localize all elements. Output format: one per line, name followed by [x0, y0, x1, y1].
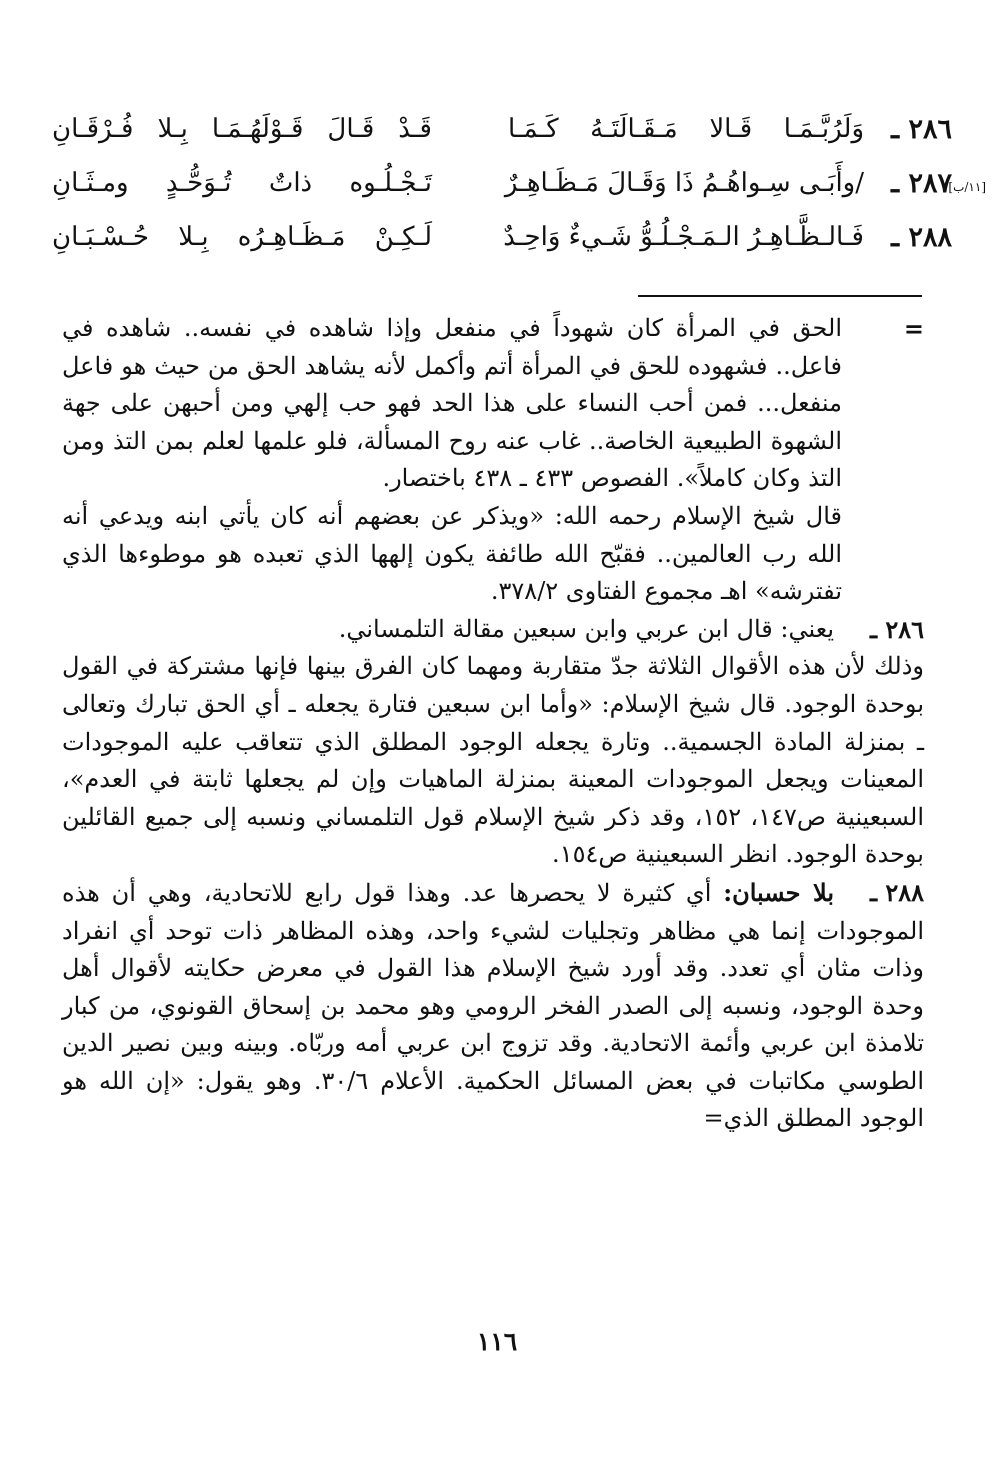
verse-hemistich-second: تَـجْـلُـوه ذاتٌ تُـوَحُّـدٍ ومـثَـانِ [52, 168, 432, 198]
footnote-number: ٢٨٨ ـ [869, 877, 924, 907]
verse-287 [40, 162, 986, 216]
manuscript-folio-note: [١١/ب] [948, 180, 986, 194]
verse-hemistich-first: وَلَرُبَّـمَـا قَـالا مَـقَـالَتَـهُ كَـمَـا [508, 114, 864, 144]
verse-288 [40, 216, 952, 270]
footnote-quote [62, 498, 924, 611]
footnote-text: قال شيخ الإسلام رحمه الله: «ويذكر عن بعضهم أنه كان يأتي ابنه ويدعي أنه الله رب العالمين.. فقبّح الله طائفة يكون إلهها الذي تعبده هو موطوءها الذي تفترشه» اهـ مجموع الفتاوى ٣٧٨/٢. [62, 501, 842, 606]
verses-block [40, 108, 986, 270]
footnote-286 [62, 611, 924, 874]
footnote-number: ٢٨٦ ـ [869, 614, 924, 644]
verse-number: ٢٨٧ ـ [891, 168, 952, 199]
page-number: ١١٦ [476, 1327, 518, 1356]
footnote-288 [62, 874, 924, 1138]
footnote-lead-term: بلا حسبان: [723, 877, 835, 907]
footnotes-block [62, 310, 924, 1138]
continuation-marker: = [903, 314, 924, 343]
verse-hemistich-first: /وأَبَـى سِـواهُـمُ ذَا وَقَـالَ مَـظَـاهِـرٌ [504, 168, 864, 198]
footnote-text: الحق في المرأة كان شهوداً في منفعل وإذا شاهده في نفسه.. شاهده في فاعل.. فشهوده للحق في المرأة أتم وأكمل لأنه يشاهد الحق من حيث هو فاعل منفعل... فمن أحب النساء على هذا الحد فهو حب إلهي ومن أحبهن على جهة الشهوة الطبيعية الخاصة.. غاب عنه روح المسألة، فلو علمها لعلم بمن التذ ومن التذ وكان كاملاً». الفصوص ٤٣٣ ـ ٤٣٨ باختصار. [62, 314, 842, 493]
verse-hemistich-second: قَـدْ قَـالَ قَـوْلَهُـمَـا بِـلا فُـرْقَـانِ [52, 114, 432, 144]
verse-hemistich-second: لَـكِـنْ مَـظَـاهِـرُه بِـلا حُـسْـبَـانِ [52, 222, 432, 252]
footnote-continuation [62, 310, 924, 498]
verse-number: ٢٨٨ ـ [891, 222, 952, 253]
footnote-text: وذلك لأن هذه الأقوال الثلاثة جدّ متقاربة ومهما كان الفرق بينها فإنها مشتركة في القول بوحدة الوجود. قال شيخ الإسلام: «وأما ابن سبعين فتارة يجعله ـ أي الحق تبارك وتعالى ـ بمنزلة المادة الجسمية.. وتارة يجعله الوجود المطلق الذي تتعاقب عليه الموجودات المعينات ويجعل الموجودات المعينة بمنزلة الماهيات وإن لم يجعلها ثابتة في العدم»، السبعينية ص١٤٧، ١٥٢، وقد ذكر شيخ الإسلام قول التلمساني ونسبه إلى جميع القائلين بوحدة الوجود. انظر السبعينية ص١٥٤. [62, 652, 925, 869]
footnote-first-line: يعني: قال ابن عربي وابن سبعين مقالة التلمساني. [338, 614, 834, 643]
verse-number: ٢٨٦ ـ [891, 114, 952, 145]
footnote-separator [638, 295, 922, 297]
footnote-text: أي كثيرة لا يحصرها عد. وهذا قول رابع للاتحادية، وهي أن هذه الموجودات إنما هي مظاهر وتجليات لشيء واحد، وهذه المظاهر ذات توحد أي انفراد وذات مثان أي تعدد. وقد أورد شيخ الإسلام هذا القول في معرض حكايته لأقوال أهل وحدة الوجود، ونسبه إلى الصدر الفخر الرومي وهو محمد بن إسحاق القونوي، من كبار تلامذة ابن عربي وأئمة الاتحادية. وقد تزوج ابن عربي أمه وربّاه. وبينه وبين نصير الدين الطوسي مكاتبات في بعض المسائل الحكمية. الأعلام ٣٠/٦. وهو يقول: «إن الله هو الوجود المطلق الذي= [62, 878, 925, 1133]
verse-286 [40, 108, 952, 162]
footnote-paragraph [62, 874, 924, 1138]
verse-hemistich-first: فَـالـظَّـاهِـرُ الـمَـجْـلُـوُّ شَـيءٌ وَاحِـدٌ [503, 222, 864, 252]
